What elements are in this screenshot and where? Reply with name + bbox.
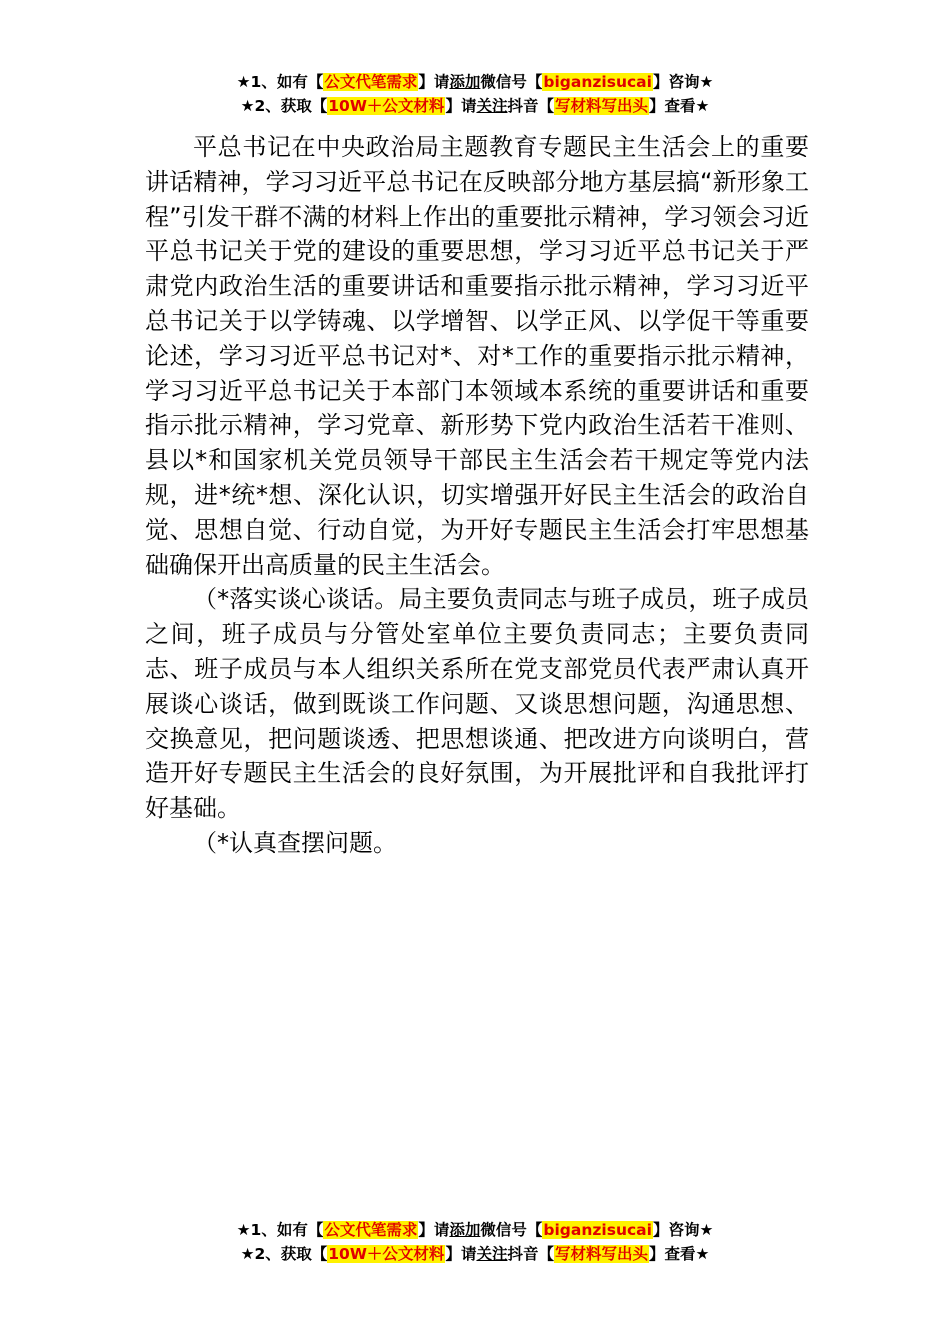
banner-underline: 关注 bbox=[476, 1245, 508, 1263]
highlight-materials: 10W＋公文材料 bbox=[328, 97, 445, 115]
banner-text: ★1、如有【 bbox=[236, 1221, 324, 1239]
banner-text: 抖音【 bbox=[507, 97, 554, 115]
banner-underline: 添加 bbox=[449, 73, 481, 91]
highlight-service: 公文代笔需求 bbox=[324, 1221, 418, 1239]
paragraph-problems: （*认真查摆问题。 bbox=[193, 828, 397, 857]
highlight-service: 公文代笔需求 bbox=[324, 73, 418, 91]
document-body bbox=[145, 130, 809, 861]
banner-text: 】咨询★ bbox=[652, 73, 714, 91]
header-banner bbox=[0, 70, 950, 118]
highlight-wechat-id: biganzisucai bbox=[543, 73, 652, 91]
banner-line-2 bbox=[0, 94, 950, 118]
banner-text: 】请 bbox=[445, 97, 477, 115]
banner-text: 】请 bbox=[418, 73, 450, 91]
banner-text: 微信号【 bbox=[480, 1221, 543, 1239]
banner-line-1 bbox=[0, 1218, 950, 1242]
banner-underline: 添加 bbox=[449, 1221, 481, 1239]
banner-text: ★2、获取【 bbox=[240, 97, 328, 115]
footer-banner bbox=[0, 1218, 950, 1266]
banner-line-2 bbox=[0, 1242, 950, 1266]
highlight-materials: 10W＋公文材料 bbox=[328, 1245, 445, 1263]
paragraph-talks: （*落实谈心谈话。局主要负责同志与班子成员，班子成员之间，班子成员与分管处室单位主要负责同志；主要负责同志、班子成员与本人组织关系所在党支部党员代表严肃认真开展谈心谈话，做到既谈工作问题、又谈思想问题，沟通思想、交换意见，把问题谈透、把思想谈通、把改进方向谈明白，营造开好专题民主生活会的良好氛围，为开展批评和自我批评打好基础。 bbox=[145, 585, 809, 823]
banner-text: 】咨询★ bbox=[652, 1221, 714, 1239]
banner-text: ★1、如有【 bbox=[236, 73, 324, 91]
banner-text: 】请 bbox=[418, 1221, 450, 1239]
banner-text: 】查看★ bbox=[649, 1245, 710, 1263]
banner-text: ★2、获取【 bbox=[240, 1245, 328, 1263]
highlight-douyin: 写材料写出头 bbox=[554, 1245, 648, 1263]
banner-text: 微信号【 bbox=[480, 73, 543, 91]
banner-text: 】请 bbox=[445, 1245, 477, 1263]
banner-line-1 bbox=[0, 70, 950, 94]
banner-text: 抖音【 bbox=[507, 1245, 554, 1263]
highlight-wechat-id: biganzisucai bbox=[543, 1221, 652, 1239]
paragraph-study: 平总书记在中央政治局主题教育专题民主生活会上的重要讲话精神，学习习近平总书记在反映部分地方基层搞“新形象工程”引发干群不满的材料上作出的重要批示精神，学习领会习近平总书记关于党的建设的重要思想，学习习近平总书记关于严肃党内政治生活的重要讲话和重要指示批示精神，学习习近平总书记关于以学铸魂、以学增智、以学正风、以学促干等重要论述，学习习近平总书记对*、对*工作的重要指示批示精神，学习习近平总书记关于本部门本领域本系统的重要讲话和重要指示批示精神，学习党章、新形势下党内政治生活若干准则、县以*和国家机关党员领导干部民主生活会若干规定等党内法规，进*统*想、深化认识，切实增强开好民主生活会的政治自觉、思想自觉、行动自觉，为开好专题民主生活会打牢思想基础确保开出高质量的民主生活会。 bbox=[145, 133, 809, 579]
highlight-douyin: 写材料写出头 bbox=[554, 97, 648, 115]
banner-text: 】查看★ bbox=[649, 97, 710, 115]
banner-underline: 关注 bbox=[476, 97, 508, 115]
